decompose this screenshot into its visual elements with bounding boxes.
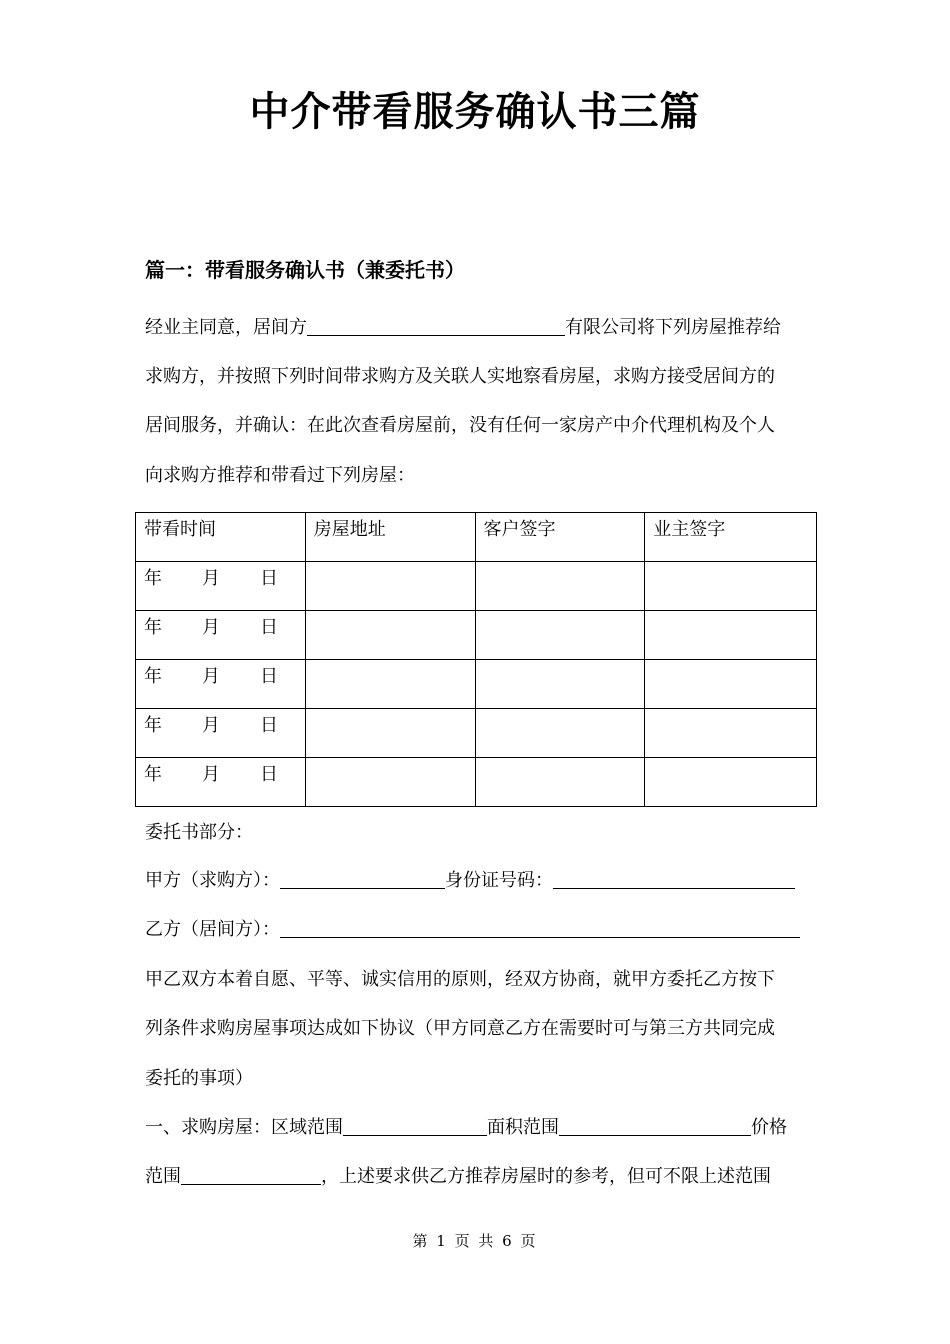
month-label: 月	[202, 666, 220, 687]
date-cell[interactable]	[136, 562, 306, 611]
month-label: 月	[202, 617, 220, 638]
text: 一、求购房屋：区域范围	[145, 1117, 343, 1138]
agency-name-blank[interactable]	[307, 315, 565, 336]
month-label: 月	[202, 715, 220, 736]
header-cell: 客户签字	[475, 513, 645, 562]
day-label: 日	[260, 666, 278, 687]
commission-para-line2: 列条件求购房屋事项达成如下协议（甲方同意乙方在需要时可与第三方共同完成	[145, 1018, 775, 1039]
text: 面积范围	[487, 1117, 559, 1138]
owner-signature-cell[interactable]	[645, 660, 817, 709]
client-signature-cell[interactable]	[475, 611, 645, 660]
date-cell[interactable]	[136, 709, 306, 758]
para1-line1	[145, 315, 781, 341]
id-label: 身份证号码：	[445, 870, 553, 891]
table-header-row	[136, 513, 817, 562]
item1-line1	[145, 1115, 787, 1141]
viewing-table	[135, 512, 817, 807]
party-b-blank[interactable]	[280, 917, 800, 938]
section-heading: 篇一：带看服务确认书（兼委托书）	[145, 258, 465, 282]
table-row	[136, 758, 817, 807]
party-a-line	[145, 868, 795, 894]
address-cell[interactable]	[305, 758, 475, 807]
party-a-blank[interactable]	[280, 868, 445, 889]
price-range-blank[interactable]	[181, 1164, 321, 1185]
client-signature-cell[interactable]	[475, 709, 645, 758]
client-signature-cell[interactable]	[475, 758, 645, 807]
party-b-label: 乙方（居间方）：	[145, 919, 280, 940]
day-label: 日	[260, 715, 278, 736]
text: 价格	[751, 1117, 787, 1138]
party-a-label: 甲方（求购方）：	[145, 870, 280, 891]
client-signature-cell[interactable]	[475, 660, 645, 709]
owner-signature-cell[interactable]	[645, 562, 817, 611]
text: 经业主同意，居间方	[145, 317, 307, 338]
para1-line3: 居间服务，并确认：在此次查看房屋前，没有任何一家房产中介代理机构及个人	[145, 415, 775, 436]
address-cell[interactable]	[305, 611, 475, 660]
party-b-line	[145, 917, 800, 943]
para1-line4: 向求购方推荐和带看过下列房屋：	[145, 465, 415, 486]
area-range-blank[interactable]	[343, 1115, 487, 1136]
year-label: 年	[144, 666, 162, 687]
client-signature-cell[interactable]	[475, 562, 645, 611]
date-cell[interactable]	[136, 660, 306, 709]
date-cell[interactable]	[136, 611, 306, 660]
header-cell: 带看时间	[136, 513, 306, 562]
date-cell[interactable]	[136, 758, 306, 807]
page-footer: 第 1 页 共 6 页	[412, 1232, 538, 1250]
text: 范围	[145, 1166, 181, 1187]
day-label: 日	[260, 617, 278, 638]
header-cell: 房屋地址	[305, 513, 475, 562]
address-cell[interactable]	[305, 562, 475, 611]
year-label: 年	[144, 764, 162, 785]
commission-para-line1: 甲乙双方本着自愿、平等、诚实信用的原则，经双方协商，就甲方委托乙方按下	[145, 969, 775, 990]
year-label: 年	[144, 617, 162, 638]
address-cell[interactable]	[305, 660, 475, 709]
owner-signature-cell[interactable]	[645, 611, 817, 660]
header-cell: 业主签字	[645, 513, 817, 562]
month-label: 月	[202, 764, 220, 785]
commission-heading: 委托书部分：	[145, 822, 253, 843]
table-row	[136, 660, 817, 709]
owner-signature-cell[interactable]	[645, 758, 817, 807]
day-label: 日	[260, 568, 278, 589]
id-number-blank[interactable]	[553, 868, 795, 889]
commission-para-line3: 委托的事项）	[145, 1068, 253, 1089]
year-label: 年	[144, 568, 162, 589]
table-row	[136, 709, 817, 758]
text: ，上述要求供乙方推荐房屋时的参考，但可不限上述范围	[321, 1166, 771, 1187]
day-label: 日	[260, 764, 278, 785]
document-title: 中介带看服务确认书三篇	[249, 89, 701, 135]
para1-line2: 求购方，并按照下列时间带求购方及关联人实地察看房屋，求购方接受居间方的	[145, 366, 775, 387]
item1-line2	[145, 1164, 771, 1190]
table-row	[136, 611, 817, 660]
address-cell[interactable]	[305, 709, 475, 758]
year-label: 年	[144, 715, 162, 736]
size-range-blank[interactable]	[559, 1115, 751, 1136]
text: 有限公司将下列房屋推荐给	[565, 317, 781, 338]
month-label: 月	[202, 568, 220, 589]
owner-signature-cell[interactable]	[645, 709, 817, 758]
table-row	[136, 562, 817, 611]
